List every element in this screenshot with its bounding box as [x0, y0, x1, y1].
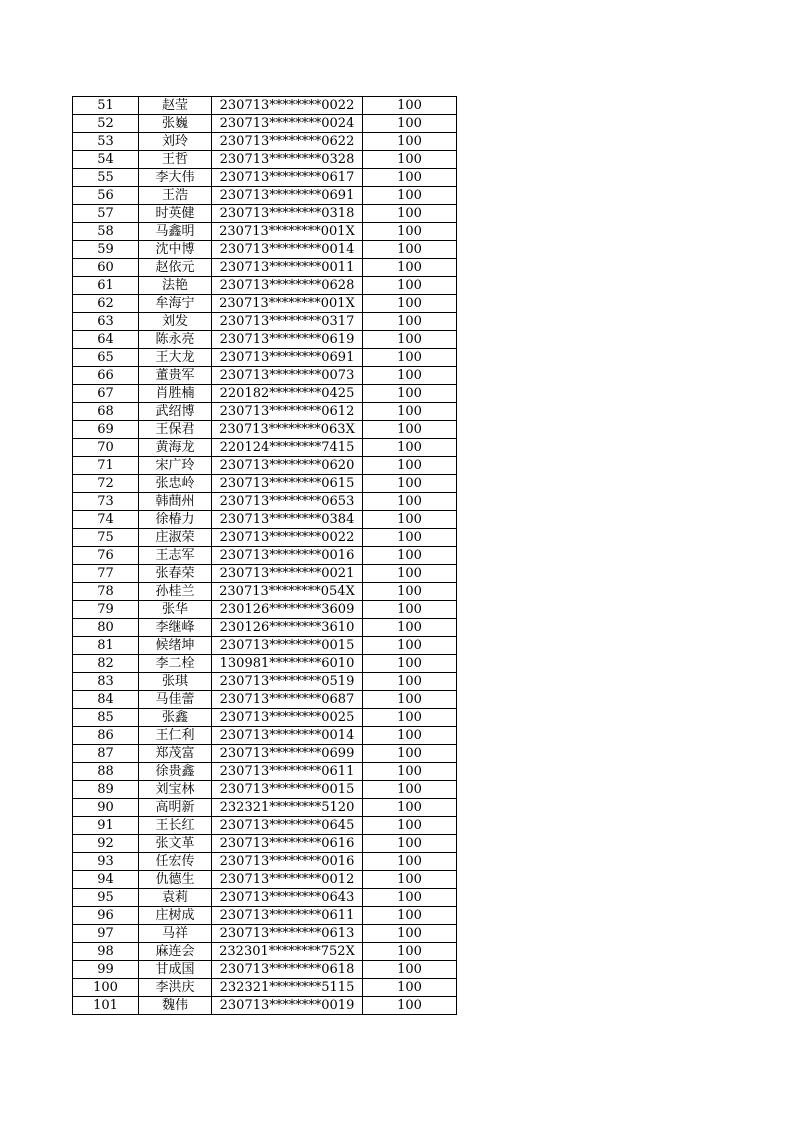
- amount-cell: 100: [363, 295, 457, 313]
- table-row: [73, 547, 457, 565]
- id-number-cell: 230713********0022: [212, 529, 363, 547]
- id-number-cell: 230713********0016: [212, 853, 363, 871]
- amount-cell: 100: [363, 385, 457, 403]
- table-row: [73, 421, 457, 439]
- id-number-cell: 130981********6010: [212, 655, 363, 673]
- id-number-cell: 230713********0622: [212, 133, 363, 151]
- row-number-cell: 83: [73, 673, 139, 691]
- id-number-cell: 230713********0628: [212, 277, 363, 295]
- table-row: [73, 439, 457, 457]
- table-row: [73, 97, 457, 115]
- row-number-cell: 72: [73, 475, 139, 493]
- person-name-cell: 王志军: [139, 547, 212, 565]
- person-name-cell: 赵依元: [139, 259, 212, 277]
- person-name-cell: 王哲: [139, 151, 212, 169]
- person-name-cell: 马佳蕾: [139, 691, 212, 709]
- amount-cell: 100: [363, 565, 457, 583]
- person-name-cell: 武绍博: [139, 403, 212, 421]
- id-number-cell: 230713********0617: [212, 169, 363, 187]
- amount-cell: 100: [363, 943, 457, 961]
- amount-cell: 100: [363, 205, 457, 223]
- amount-cell: 100: [363, 763, 457, 781]
- person-name-cell: 法艳: [139, 277, 212, 295]
- table-row: [73, 709, 457, 727]
- row-number-cell: 77: [73, 565, 139, 583]
- person-name-cell: 宋广玲: [139, 457, 212, 475]
- id-number-cell: 220182********0425: [212, 385, 363, 403]
- person-name-cell: 肖胜楠: [139, 385, 212, 403]
- row-number-cell: 87: [73, 745, 139, 763]
- row-number-cell: 100: [73, 979, 139, 997]
- amount-cell: 100: [363, 817, 457, 835]
- amount-cell: 100: [363, 97, 457, 115]
- amount-cell: 100: [363, 133, 457, 151]
- amount-cell: 100: [363, 745, 457, 763]
- row-number-cell: 63: [73, 313, 139, 331]
- person-name-cell: 陈永亮: [139, 331, 212, 349]
- id-number-cell: 230713********0014: [212, 727, 363, 745]
- person-name-cell: 候绪坤: [139, 637, 212, 655]
- person-name-cell: 张春荣: [139, 565, 212, 583]
- person-name-cell: 张华: [139, 601, 212, 619]
- row-number-cell: 86: [73, 727, 139, 745]
- table-row: [73, 925, 457, 943]
- person-name-cell: 魏伟: [139, 997, 212, 1015]
- person-name-cell: 徐贵鑫: [139, 763, 212, 781]
- table-row: [73, 295, 457, 313]
- table-row: [73, 943, 457, 961]
- amount-cell: 100: [363, 925, 457, 943]
- person-name-cell: 马祥: [139, 925, 212, 943]
- amount-cell: 100: [363, 853, 457, 871]
- row-number-cell: 97: [73, 925, 139, 943]
- person-name-cell: 黄海龙: [139, 439, 212, 457]
- person-name-cell: 王保君: [139, 421, 212, 439]
- table-row: [73, 691, 457, 709]
- table-row: [73, 529, 457, 547]
- row-number-cell: 55: [73, 169, 139, 187]
- id-number-cell: 230713********0328: [212, 151, 363, 169]
- id-number-cell: 230713********0619: [212, 331, 363, 349]
- row-number-cell: 69: [73, 421, 139, 439]
- person-name-cell: 张琪: [139, 673, 212, 691]
- table-row: [73, 349, 457, 367]
- id-number-cell: 230713********0318: [212, 205, 363, 223]
- row-number-cell: 90: [73, 799, 139, 817]
- table-row: [73, 115, 457, 133]
- person-name-cell: 刘玲: [139, 133, 212, 151]
- row-number-cell: 53: [73, 133, 139, 151]
- row-number-cell: 59: [73, 241, 139, 259]
- row-number-cell: 76: [73, 547, 139, 565]
- amount-cell: 100: [363, 889, 457, 907]
- row-number-cell: 89: [73, 781, 139, 799]
- table-row: [73, 907, 457, 925]
- row-number-cell: 95: [73, 889, 139, 907]
- id-number-cell: 230713********0615: [212, 475, 363, 493]
- amount-cell: 100: [363, 835, 457, 853]
- id-number-cell: 230713********0687: [212, 691, 363, 709]
- table-row: [73, 601, 457, 619]
- amount-cell: 100: [363, 529, 457, 547]
- amount-cell: 100: [363, 673, 457, 691]
- row-number-cell: 82: [73, 655, 139, 673]
- person-name-cell: 徐椿力: [139, 511, 212, 529]
- row-number-cell: 101: [73, 997, 139, 1015]
- amount-cell: 100: [363, 601, 457, 619]
- id-number-cell: 230713********054X: [212, 583, 363, 601]
- amount-cell: 100: [363, 727, 457, 745]
- id-number-cell: 230713********0025: [212, 709, 363, 727]
- id-number-cell: 230713********0014: [212, 241, 363, 259]
- person-name-cell: 王大龙: [139, 349, 212, 367]
- row-number-cell: 80: [73, 619, 139, 637]
- row-number-cell: 56: [73, 187, 139, 205]
- table-row: [73, 169, 457, 187]
- person-name-cell: 李洪庆: [139, 979, 212, 997]
- person-name-cell: 马鑫明: [139, 223, 212, 241]
- person-name-cell: 李继峰: [139, 619, 212, 637]
- id-number-cell: 230713********0653: [212, 493, 363, 511]
- amount-cell: 100: [363, 583, 457, 601]
- table-row: [73, 619, 457, 637]
- amount-cell: 100: [363, 655, 457, 673]
- amount-cell: 100: [363, 403, 457, 421]
- table-row: [73, 385, 457, 403]
- person-name-cell: 张忠岭: [139, 475, 212, 493]
- amount-cell: 100: [363, 223, 457, 241]
- row-number-cell: 78: [73, 583, 139, 601]
- amount-cell: 100: [363, 907, 457, 925]
- id-number-cell: 230713********0011: [212, 259, 363, 277]
- table-row: [73, 565, 457, 583]
- id-number-cell: 230126********3609: [212, 601, 363, 619]
- person-name-cell: 王仁利: [139, 727, 212, 745]
- id-number-cell: 232301********752X: [212, 943, 363, 961]
- person-name-cell: 张文革: [139, 835, 212, 853]
- id-number-cell: 220124********7415: [212, 439, 363, 457]
- id-number-cell: 232321********5115: [212, 979, 363, 997]
- row-number-cell: 71: [73, 457, 139, 475]
- row-number-cell: 84: [73, 691, 139, 709]
- row-number-cell: 79: [73, 601, 139, 619]
- row-number-cell: 93: [73, 853, 139, 871]
- amount-cell: 100: [363, 637, 457, 655]
- id-number-cell: 230713********0612: [212, 403, 363, 421]
- table-row: [73, 277, 457, 295]
- id-number-cell: 230713********0613: [212, 925, 363, 943]
- id-number-cell: 230713********0616: [212, 835, 363, 853]
- roster-table-body: [73, 97, 457, 1015]
- amount-cell: 100: [363, 349, 457, 367]
- person-name-cell: 沈中博: [139, 241, 212, 259]
- id-number-cell: 230713********0015: [212, 781, 363, 799]
- row-number-cell: 88: [73, 763, 139, 781]
- table-row: [73, 583, 457, 601]
- table-row: [73, 979, 457, 997]
- table-row: [73, 853, 457, 871]
- id-number-cell: 230713********0012: [212, 871, 363, 889]
- id-number-cell: 230713********0384: [212, 511, 363, 529]
- row-number-cell: 74: [73, 511, 139, 529]
- id-number-cell: 230713********0024: [212, 115, 363, 133]
- table-row: [73, 835, 457, 853]
- person-name-cell: 刘发: [139, 313, 212, 331]
- table-row: [73, 223, 457, 241]
- amount-cell: 100: [363, 187, 457, 205]
- amount-cell: 100: [363, 781, 457, 799]
- table-row: [73, 241, 457, 259]
- person-name-cell: 时英健: [139, 205, 212, 223]
- row-number-cell: 58: [73, 223, 139, 241]
- table-row: [73, 673, 457, 691]
- person-name-cell: 董贵军: [139, 367, 212, 385]
- id-number-cell: 230713********0022: [212, 97, 363, 115]
- table-row: [73, 817, 457, 835]
- amount-cell: 100: [363, 691, 457, 709]
- table-row: [73, 727, 457, 745]
- row-number-cell: 94: [73, 871, 139, 889]
- table-row: [73, 151, 457, 169]
- row-number-cell: 51: [73, 97, 139, 115]
- person-name-cell: 王长红: [139, 817, 212, 835]
- person-name-cell: 王浩: [139, 187, 212, 205]
- id-number-cell: 230713********0691: [212, 187, 363, 205]
- person-name-cell: 高明新: [139, 799, 212, 817]
- person-name-cell: 赵莹: [139, 97, 212, 115]
- table-row: [73, 637, 457, 655]
- id-number-cell: 230713********0643: [212, 889, 363, 907]
- row-number-cell: 62: [73, 295, 139, 313]
- id-number-cell: 230713********0618: [212, 961, 363, 979]
- row-number-cell: 81: [73, 637, 139, 655]
- amount-cell: 100: [363, 961, 457, 979]
- person-name-cell: 韩蔄州: [139, 493, 212, 511]
- id-number-cell: 230713********0645: [212, 817, 363, 835]
- person-name-cell: 麻连会: [139, 943, 212, 961]
- person-name-cell: 刘宝林: [139, 781, 212, 799]
- amount-cell: 100: [363, 511, 457, 529]
- amount-cell: 100: [363, 979, 457, 997]
- id-number-cell: 230713********0073: [212, 367, 363, 385]
- person-name-cell: 庄淑荣: [139, 529, 212, 547]
- amount-cell: 100: [363, 457, 457, 475]
- table-row: [73, 133, 457, 151]
- row-number-cell: 57: [73, 205, 139, 223]
- row-number-cell: 61: [73, 277, 139, 295]
- row-number-cell: 75: [73, 529, 139, 547]
- table-row: [73, 367, 457, 385]
- table-row: [73, 493, 457, 511]
- amount-cell: 100: [363, 439, 457, 457]
- row-number-cell: 52: [73, 115, 139, 133]
- amount-cell: 100: [363, 493, 457, 511]
- table-row: [73, 997, 457, 1015]
- person-name-cell: 仇德生: [139, 871, 212, 889]
- person-name-cell: 甘成国: [139, 961, 212, 979]
- amount-cell: 100: [363, 475, 457, 493]
- row-number-cell: 60: [73, 259, 139, 277]
- person-name-cell: 任宏传: [139, 853, 212, 871]
- amount-cell: 100: [363, 313, 457, 331]
- row-number-cell: 64: [73, 331, 139, 349]
- amount-cell: 100: [363, 619, 457, 637]
- id-number-cell: 230713********0016: [212, 547, 363, 565]
- id-number-cell: 230713********0620: [212, 457, 363, 475]
- row-number-cell: 70: [73, 439, 139, 457]
- amount-cell: 100: [363, 997, 457, 1015]
- amount-cell: 100: [363, 241, 457, 259]
- person-name-cell: 张巍: [139, 115, 212, 133]
- id-number-cell: 230713********001X: [212, 295, 363, 313]
- row-number-cell: 73: [73, 493, 139, 511]
- id-number-cell: 230713********0015: [212, 637, 363, 655]
- person-name-cell: 李大伟: [139, 169, 212, 187]
- table-row: [73, 799, 457, 817]
- id-number-cell: 230713********0019: [212, 997, 363, 1015]
- id-number-cell: 230713********001X: [212, 223, 363, 241]
- person-name-cell: 孙桂兰: [139, 583, 212, 601]
- row-number-cell: 68: [73, 403, 139, 421]
- id-number-cell: 230713********0699: [212, 745, 363, 763]
- amount-cell: 100: [363, 331, 457, 349]
- table-row: [73, 457, 457, 475]
- roster-table: [72, 96, 457, 1015]
- table-row: [73, 763, 457, 781]
- id-number-cell: 230713********0691: [212, 349, 363, 367]
- person-name-cell: 庄树成: [139, 907, 212, 925]
- row-number-cell: 91: [73, 817, 139, 835]
- person-name-cell: 郑茂富: [139, 745, 212, 763]
- id-number-cell: 230713********0611: [212, 907, 363, 925]
- table-row: [73, 313, 457, 331]
- amount-cell: 100: [363, 259, 457, 277]
- table-row: [73, 655, 457, 673]
- amount-cell: 100: [363, 367, 457, 385]
- row-number-cell: 67: [73, 385, 139, 403]
- table-row: [73, 475, 457, 493]
- row-number-cell: 54: [73, 151, 139, 169]
- person-name-cell: 李二栓: [139, 655, 212, 673]
- amount-cell: 100: [363, 277, 457, 295]
- person-name-cell: 袁莉: [139, 889, 212, 907]
- row-number-cell: 66: [73, 367, 139, 385]
- row-number-cell: 85: [73, 709, 139, 727]
- table-row: [73, 331, 457, 349]
- row-number-cell: 98: [73, 943, 139, 961]
- table-row: [73, 889, 457, 907]
- row-number-cell: 65: [73, 349, 139, 367]
- id-number-cell: 230713********0317: [212, 313, 363, 331]
- table-row: [73, 961, 457, 979]
- amount-cell: 100: [363, 151, 457, 169]
- id-number-cell: 230713********0611: [212, 763, 363, 781]
- id-number-cell: 230126********3610: [212, 619, 363, 637]
- table-row: [73, 259, 457, 277]
- person-name-cell: 牟海宁: [139, 295, 212, 313]
- row-number-cell: 92: [73, 835, 139, 853]
- table-row: [73, 745, 457, 763]
- id-number-cell: 230713********0519: [212, 673, 363, 691]
- id-number-cell: 232321********5120: [212, 799, 363, 817]
- amount-cell: 100: [363, 115, 457, 133]
- person-name-cell: 张鑫: [139, 709, 212, 727]
- amount-cell: 100: [363, 547, 457, 565]
- amount-cell: 100: [363, 421, 457, 439]
- amount-cell: 100: [363, 169, 457, 187]
- table-row: [73, 187, 457, 205]
- row-number-cell: 99: [73, 961, 139, 979]
- table-row: [73, 871, 457, 889]
- id-number-cell: 230713********063X: [212, 421, 363, 439]
- row-number-cell: 96: [73, 907, 139, 925]
- table-row: [73, 781, 457, 799]
- id-number-cell: 230713********0021: [212, 565, 363, 583]
- table-row: [73, 511, 457, 529]
- table-row: [73, 403, 457, 421]
- amount-cell: 100: [363, 709, 457, 727]
- amount-cell: 100: [363, 871, 457, 889]
- amount-cell: 100: [363, 799, 457, 817]
- table-row: [73, 205, 457, 223]
